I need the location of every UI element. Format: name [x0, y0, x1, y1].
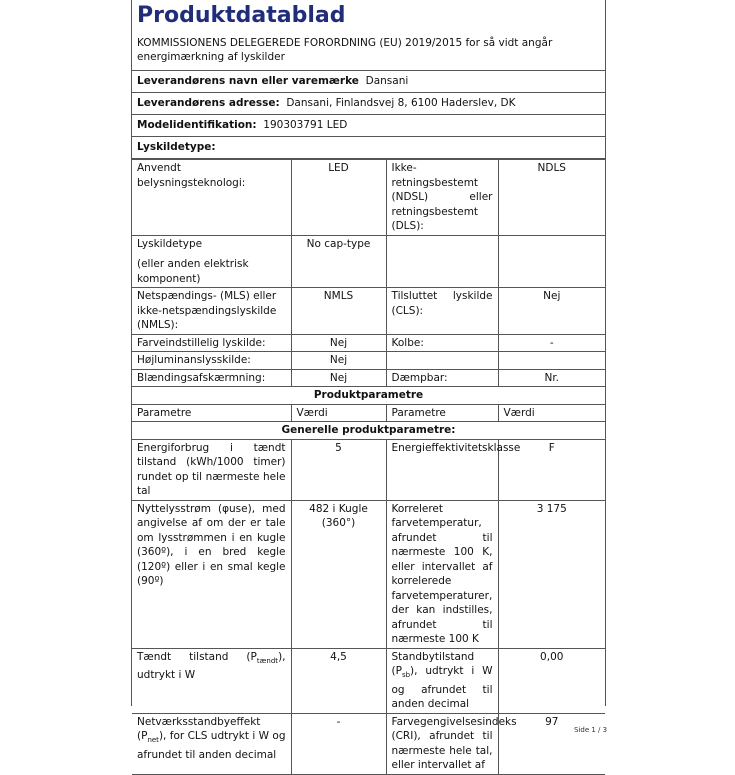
param-header-p1: Parametre: [132, 404, 291, 422]
specs-table: [132, 159, 608, 775]
high-luminance-value: Nej: [291, 352, 386, 370]
network-standby-label: [132, 713, 291, 774]
standby-label: [386, 648, 498, 713]
model-value: 190303791 LED: [263, 119, 348, 131]
flux-value: 482 i Kugle (360°): [291, 500, 386, 648]
on-mode-label-post: ), udtrykt i W: [137, 650, 286, 682]
mls-label: Netspændings- (MLS) eller ikke-netspændingslyskilde (NMLS):: [132, 288, 291, 335]
high-luminance-label: Højluminanslysskilde:: [132, 352, 291, 370]
address-value: Dansani, Finlandsvej 8, 6100 Haderslev, DK: [286, 97, 516, 109]
standby-label-post: ), udtrykt i W og afrundet til anden decimal: [391, 665, 493, 711]
table-row: [132, 288, 605, 335]
direction-label: Ikke-retningsbestemt (NDSL) eller retningsbestemt (DLS):: [386, 160, 498, 236]
network-standby-label-sub: net: [147, 736, 159, 745]
model-label: Modelidentifikation:: [137, 119, 257, 131]
standby-label-sub: sb: [401, 671, 411, 680]
product-params-heading: Produktparametre: [132, 387, 605, 405]
cct-label: Korreleret farvetemperatur, afrundet til nærmeste 100 K, eller intervallet af korrelerede farvetemperaturer, der kan indstilles, afrundet til nærmeste 100 K: [386, 500, 498, 648]
type-label-sub: (eller anden elektrisk komponent): [137, 258, 249, 285]
supplier-row: [132, 71, 605, 93]
energy-label: Energiforbrug i tændt tilstand (kWh/1000 timer) rundet op til nærmeste hele tal: [132, 439, 291, 500]
dimmable-value: Nr.: [498, 369, 605, 387]
regulation-subtitle: KOMMISSIONENS DELEGEREDE FORORDNING (EU) 2019/2015 for så vidt angår energimærkning af lyskilder: [132, 30, 605, 71]
on-mode-value: 4,5: [291, 648, 386, 713]
direction-value: NDLS: [498, 160, 605, 236]
table-row: [132, 387, 605, 405]
empty-cell: [386, 235, 498, 288]
type-cell: [132, 235, 291, 288]
supplier-label: Leverandørens navn eller varemærke: [137, 75, 359, 87]
bulb-value: -: [498, 334, 605, 352]
table-row: [132, 160, 605, 236]
energy-value: 5: [291, 439, 386, 500]
table-row: [132, 235, 605, 288]
table-row: [132, 369, 605, 387]
empty-cell: [498, 235, 605, 288]
cct-value: 3 175: [498, 500, 605, 648]
on-mode-label-pre: Tændt tilstand (P: [137, 650, 257, 663]
page-number: Side 1 / 3: [574, 726, 608, 734]
supplier-value: Dansani: [365, 75, 409, 87]
on-mode-label-sub: tændt: [256, 656, 279, 665]
empty-cell: [386, 352, 498, 370]
table-row: [132, 500, 605, 648]
network-standby-label-post: ), for CLS udtrykt i W og afrundet til anden decimal: [137, 730, 286, 761]
cri-value: 97: [498, 713, 605, 774]
glare-value: Nej: [291, 369, 386, 387]
model-row: [132, 115, 605, 137]
empty-cell: [498, 352, 605, 370]
color-tunable-label: Farveindstillelig lyskilde:: [132, 334, 291, 352]
lightsource-type-heading: Lyskildetype:: [137, 141, 216, 153]
general-params-heading: Generelle produktparametre:: [132, 422, 605, 440]
table-row: [132, 713, 605, 774]
tech-value: LED: [291, 160, 386, 236]
lightsource-type-heading-row: [132, 137, 605, 159]
param-header-v2: Værdi: [498, 404, 605, 422]
cls-label: Tilsluttet lyskilde (CLS):: [386, 288, 498, 335]
mls-value: NMLS: [291, 288, 386, 335]
cri-label: Farvegengivelsesindeks (CRI), afrundet til nærmeste hele tal, eller intervallet af: [386, 713, 498, 774]
energy-class-value: F: [498, 439, 605, 500]
color-tunable-value: Nej: [291, 334, 386, 352]
type-label: Lyskildetype: [137, 237, 203, 250]
table-row: [132, 422, 605, 440]
address-label: Leverandørens adresse:: [137, 97, 280, 109]
table-row: [132, 334, 605, 352]
type-value: No cap-type: [291, 235, 386, 288]
table-row: [132, 439, 605, 500]
param-header-v1: Værdi: [291, 404, 386, 422]
glare-label: Blændingsafskærmning:: [132, 369, 291, 387]
param-header-p2: Parametre: [386, 404, 498, 422]
dimmable-label: Dæmpbar:: [386, 369, 498, 387]
standby-label-pre: Standbytilstand (P: [391, 650, 475, 677]
energy-class-label: Energieffektivitetsklasse: [386, 439, 498, 500]
table-row: [132, 648, 605, 713]
bulb-label: Kolbe:: [386, 334, 498, 352]
page-title: Produktdatablad: [137, 3, 346, 28]
on-mode-label: [132, 648, 291, 713]
network-standby-value: -: [291, 713, 386, 774]
network-standby-label-pre: Netværksstandbyeffekt (P: [137, 715, 261, 743]
standby-value: 0,00: [498, 648, 605, 713]
table-row: [132, 352, 605, 370]
cls-value: Nej: [498, 288, 605, 335]
tech-label: Anvendt belysningsteknologi:: [132, 160, 291, 236]
address-row: [132, 93, 605, 115]
table-row: [132, 404, 605, 422]
flux-label: Nyttelysstrøm (φuse), med angivelse af om der er tale om lysstrømmen i en kugle (360º), i en bred kegle (120º) eller i en smal kegle (90º): [132, 500, 291, 648]
